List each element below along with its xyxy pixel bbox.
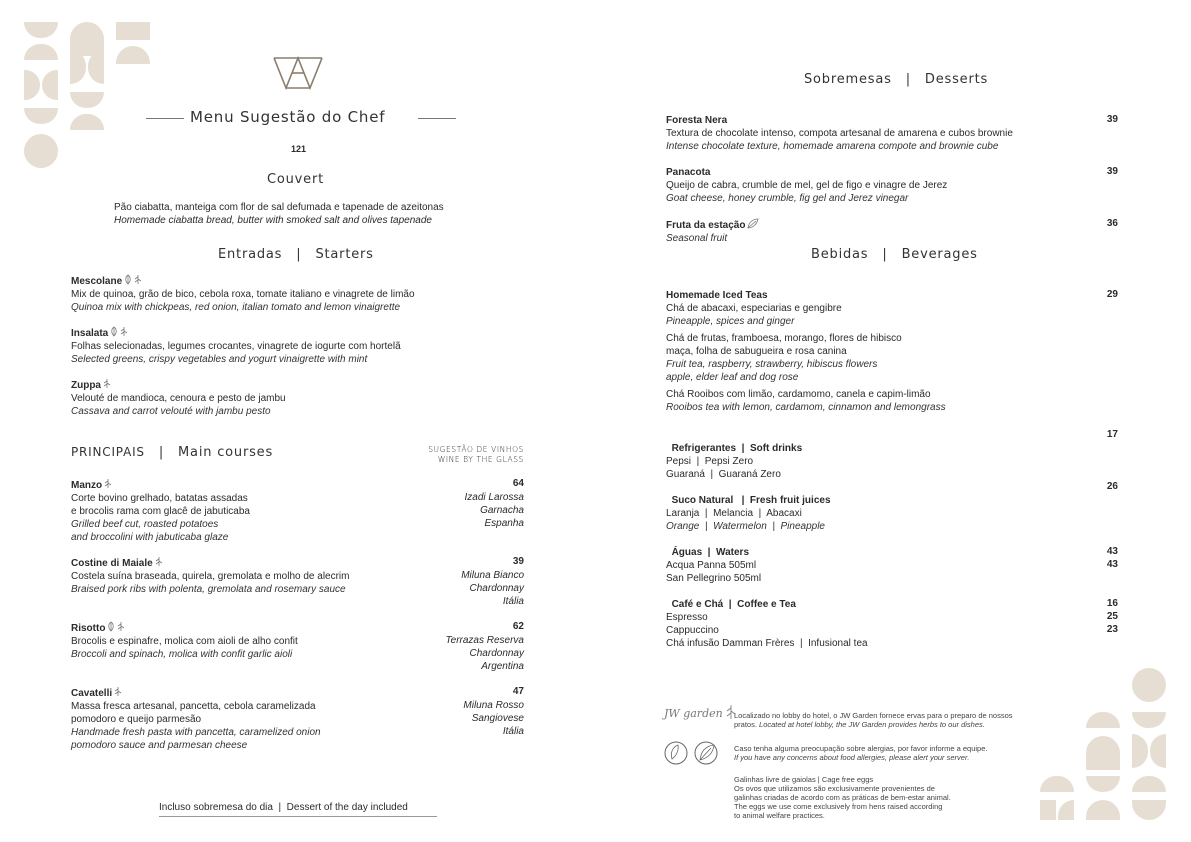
starter-zuppa: Zuppa Velouté de mandioca, cenoura e pesto de jambu Cassava and carrot velouté with jambu pesto	[71, 380, 286, 417]
waters: Águas | Waters Acqua Panna 505ml San Pellegrino 505ml	[666, 547, 762, 584]
dessert-included-note: Incluso sobremesa do dia | Dessert of the day included	[159, 802, 408, 813]
wine-manzo: Izadi Larossa Garnacha Espanha	[464, 492, 524, 529]
title-rule-left	[146, 118, 184, 119]
herb-icon	[114, 686, 122, 697]
dessert-panacota: Panacota Queijo de cabra, crumble de mel, gel de figo e vinagre de Jerez Goat cheese, honey crumble, fig gel and Jerez vinegar	[666, 167, 948, 204]
coffee-tea: Café e Chá | Coffee e Tea Espresso Cappuccino Chá infusão Damman Frères | Infusional tea	[666, 599, 868, 649]
price-soft-drinks: 17	[1106, 429, 1118, 440]
main-costine: Costine di Maiale Costela suína braseada, quirela, gremolata e molho de alecrim Braised pork ribs with polenta, gremolata and rosemary sauce	[71, 558, 350, 595]
couvert-heading: Couvert	[267, 172, 325, 187]
starter-insalata: Insalata Folhas selecionadas, legumes crocantes, vinagrete de iogurte com hortelã Selected greens, crispy vegetables and yogurt vinaigrette with mint	[71, 328, 401, 365]
jw-garden-logo: JW garden	[664, 704, 736, 720]
herb-icon	[124, 274, 132, 285]
herb-icon	[155, 556, 163, 567]
price-panacota: 39	[1106, 166, 1118, 177]
price-costine: 39	[512, 556, 524, 567]
menu-price: 121	[291, 144, 307, 154]
wine-cavatelli: Miluna Rosso Sangiovese Itália	[463, 700, 524, 737]
price-fruta: 36	[1106, 218, 1118, 229]
herb-icon	[110, 326, 118, 337]
couvert-description-pt: Pão ciabatta, manteiga com flor de sal defumada e tapenade de azeitonas	[114, 202, 444, 213]
brand-logo	[272, 56, 324, 93]
starter-mescolane: Mescolane Mix de quinoa, grão de bico, cebola roxa, tomate italiano e vinagrete de limão Quinoa mix with chickpeas, red onion, italian tomato and lemon vinaigrette	[71, 276, 415, 313]
wine-risotto: Terrazas Reserva Chardonnay Argentina	[445, 635, 524, 672]
vegan-vegetarian-icons	[664, 738, 722, 771]
main-risotto: Risotto Brocolis e espinafre, molica com aioli de alho confit Broccoli and spinach, molica with confit garlic aioli	[71, 623, 298, 660]
footer-rule	[159, 816, 437, 817]
herb-icon	[103, 378, 111, 389]
herb-icon	[120, 326, 128, 337]
herb-icon	[134, 274, 142, 285]
price-manzo: 64	[512, 478, 524, 489]
herb-icon	[104, 478, 112, 489]
main-manzo: Manzo Corte bovino grelhado, batatas assadas e brocolis rama com glacê de jabuticaba Grilled beef cut, roasted potatoes and broccolini with jabuticaba glaze	[71, 480, 250, 543]
main-cavatelli: Cavatelli Massa fresca artesanal, pancetta, cebola caramelizada pomodoro e queijo parmesão Handmade fresh pasta with pancetta, caramelized onion pomodoro sauce and parmesan cheese	[71, 688, 321, 751]
price-cappuccino: 25	[1106, 611, 1118, 622]
couvert-description-en: Homemade ciabatta bread, butter with smoked salt and olives tapenade	[114, 215, 432, 226]
dessert-fruta: Fruta da estação Seasonal fruit	[666, 218, 759, 245]
eggs-note: Galinhas livre de gaiolas | Cage free eggs Os ovos que utilizamos são exclusivamente provenientes de galinhas criadas de acordo com as práticas de bem-estar animal. The eggs we use come exclusively from hens raised according to animal welfare practices.	[734, 775, 951, 820]
price-iced-teas: 29	[1106, 289, 1118, 300]
wine-costine: Miluna Bianco Chardonnay Itália	[461, 570, 524, 607]
iced-teas: Homemade Iced Teas Chá de abacaxi, especiarias e gengibre Pineapple, spices and ginger Chá de frutas, framboesa, morango, flores de hibisco maça, folha de sabugueira e rosa canina Fruit tea, raspberry, strawberry, hibiscus flowers apple, elder leaf and dog rose Chá Rooibos com limão, cardamomo, canela e capim-limão Rooibos tea with lemon, cardamom, cinnamon and lemongrass	[666, 290, 946, 413]
soft-drinks: Refrigerantes | Soft drinks Pepsi | Pepsi Zero Guaraná | Guaraná Zero	[666, 443, 803, 480]
wine-suggestion-label: SUGESTÃO DE VINHOS WINE BY THE GLASS	[428, 445, 524, 464]
desserts-heading: Sobremesas | Desserts	[804, 72, 989, 87]
garden-note: Localizado no lobby do hotel, o JW Garden fornece ervas para o preparo de nossos pratos. Located at hotel lobby, the JW Garden provides herbs to our dishes.	[734, 711, 1013, 729]
price-cavatelli: 47	[512, 686, 524, 697]
price-infusion-tea: 23	[1106, 624, 1118, 635]
mains-heading: PRINCIPAIS | Main courses	[71, 445, 274, 460]
menu-title: Menu Sugestão do Chef	[190, 108, 386, 126]
price-foresta-nera: 39	[1106, 114, 1118, 125]
price-san-pellegrino: 43	[1106, 559, 1118, 570]
leaf-icon	[747, 218, 759, 229]
price-acqua-panna: 43	[1106, 546, 1118, 557]
fresh-juices: Suco Natural | Fresh fruit juices Laranja | Melancia | Abacaxi Orange | Watermelon | Pineapple	[666, 495, 831, 532]
beverages-heading: Bebidas | Beverages	[811, 247, 978, 262]
starters-heading: Entradas | Starters	[218, 247, 374, 262]
price-espresso: 16	[1106, 598, 1118, 609]
allergy-note: Caso tenha alguma preocupação sobre alergias, por favor informe a equipe. If you have any concerns about food allergies, please alert your server.	[734, 744, 988, 762]
herb-icon	[107, 621, 115, 632]
herb-icon	[117, 621, 125, 632]
price-juices: 26	[1106, 481, 1118, 492]
price-risotto: 62	[512, 621, 524, 632]
dessert-foresta-nera: Foresta Nera Textura de chocolate intenso, compota artesanal de amarena e cubos brownie Intense chocolate texture, homemade amarena compote and brownie cube	[666, 115, 1013, 152]
title-rule-right	[418, 118, 456, 119]
